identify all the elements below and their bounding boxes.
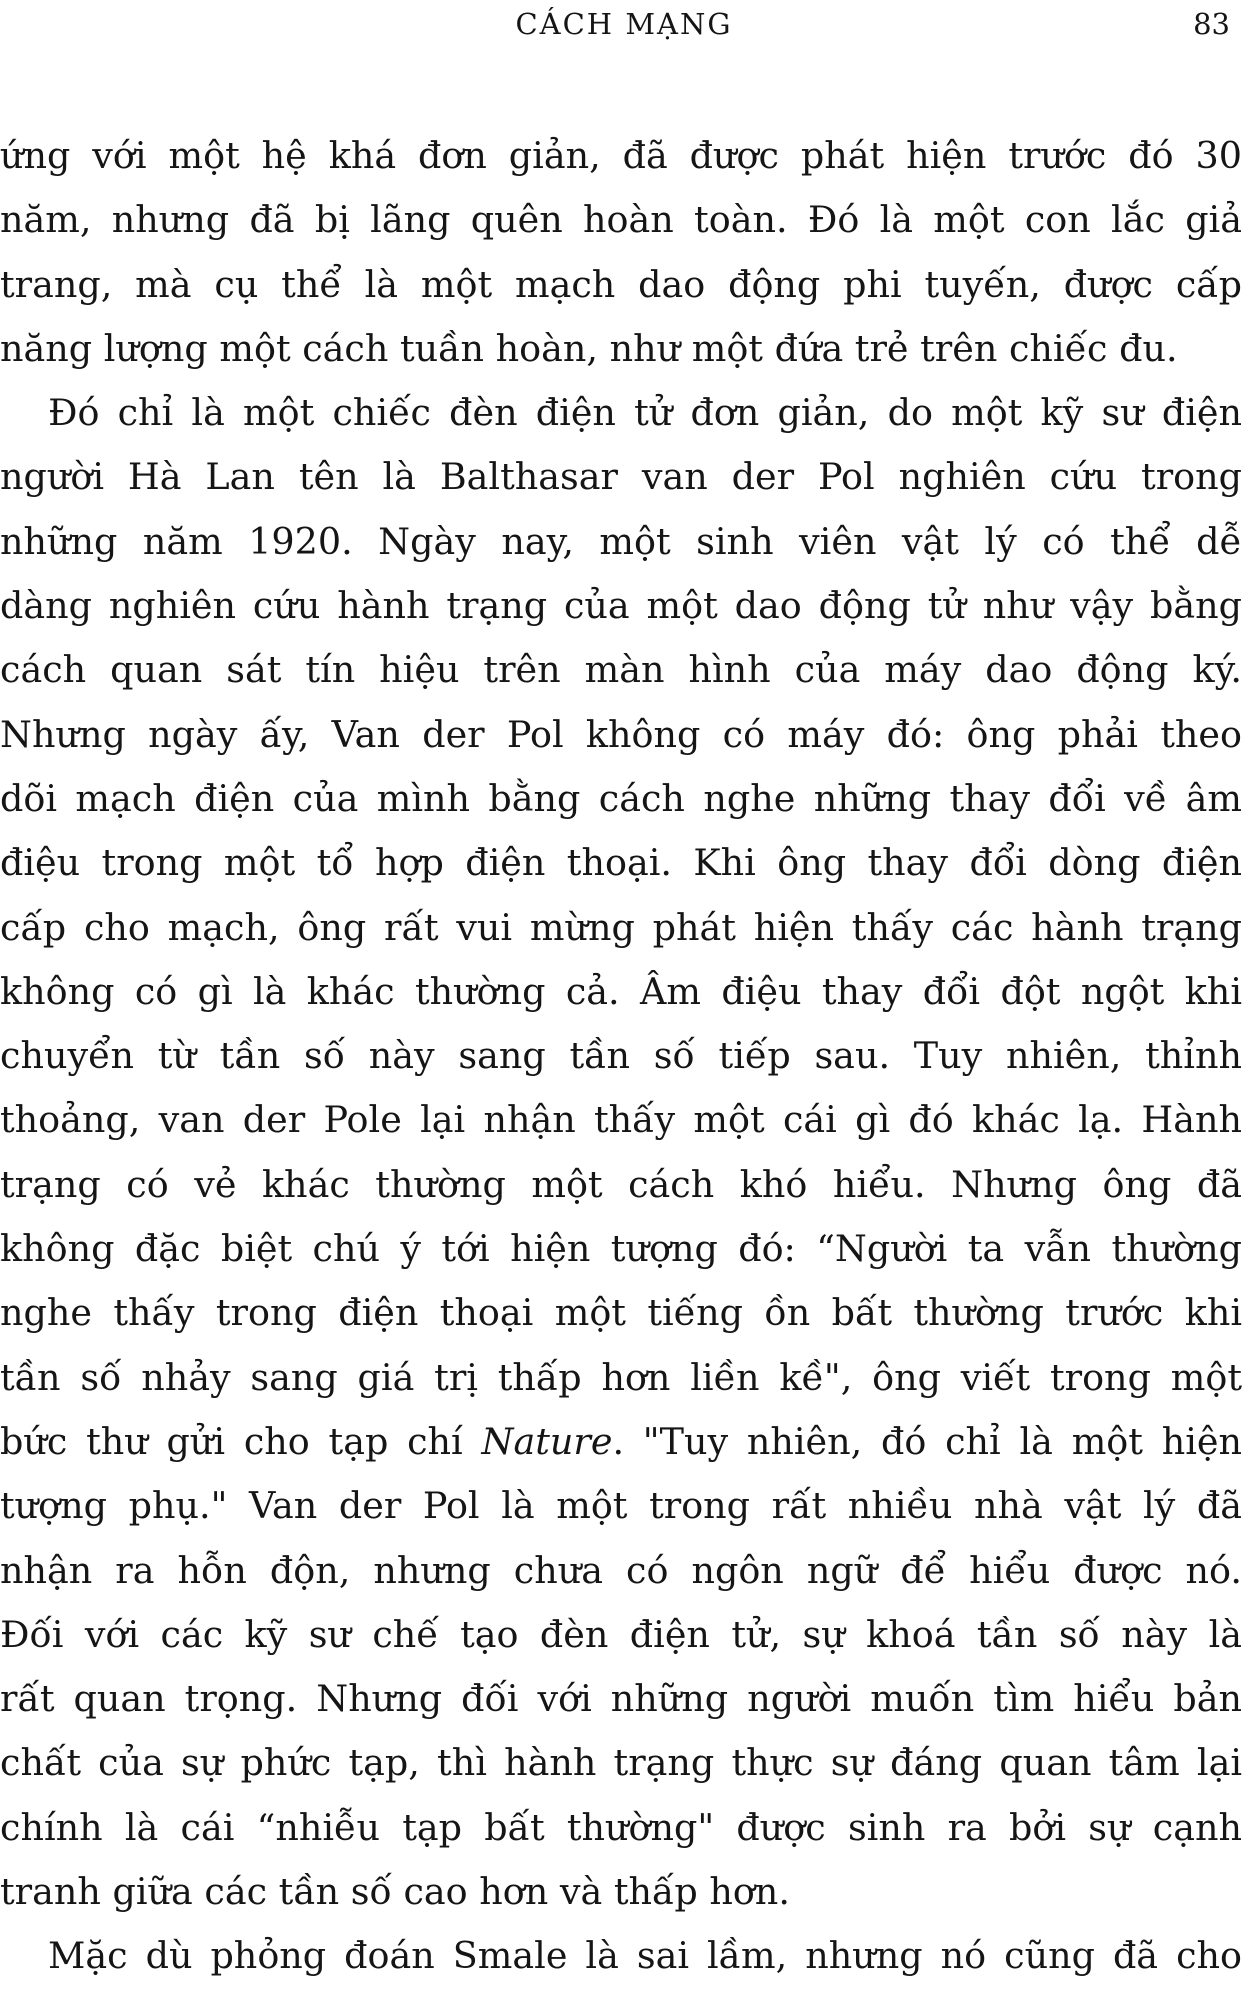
text-line: nhận ra hỗn độn, nhưng chưa có ngôn ngữ để hiểu được nó. — [0, 1548, 1242, 1592]
text-line: Mặc dù phỏng đoán Smale là sai lầm, nhưng nó cũng đã cho — [48, 1934, 1242, 1978]
running-header — [0, 4, 1248, 44]
text-line: nghe thấy trong điện thoại một tiếng ồn bất thường trước khi — [0, 1291, 1242, 1335]
text-line: người Hà Lan tên là Balthasar van der Pol nghiên cứu trong — [0, 455, 1242, 499]
text-line: ứng với một hệ khá đơn giản, đã được phát hiện trước đó 30 — [0, 134, 1242, 177]
text-line: chất của sự phức tạp, thì hành trạng thực sự đáng quan tâm lại — [0, 1741, 1242, 1785]
text-line: không đặc biệt chú ý tới hiện tượng đó: “Người ta vẫn thường — [0, 1227, 1242, 1271]
text-line: dõi mạch điện của mình bằng cách nghe những thay đổi về âm — [0, 776, 1242, 820]
text-line: rất quan trọng. Nhưng đối với những người muốn tìm hiểu bản — [0, 1677, 1242, 1721]
text-line: cách quan sát tín hiệu trên màn hình của máy dao động ký. — [0, 648, 1242, 692]
text-line: tượng phụ." Van der Pol là một trong rất nhiều nhà vật lý đã — [0, 1484, 1242, 1528]
text-line: những năm 1920. Ngày nay, một sinh viên vật lý có thể dễ — [0, 519, 1242, 563]
text-line: tần số nhảy sang giá trị thấp hơn liền kề", ông viết trong một — [0, 1355, 1242, 1399]
text-line: tranh giữa các tần số cao hơn và thấp hơn. — [0, 1870, 790, 1914]
text-line: cấp cho mạch, ông rất vui mừng phát hiện thấy các hành trạng — [0, 905, 1242, 949]
text-line: Đó chỉ là một chiếc đèn điện tử đơn giản, do một kỹ sư điện — [48, 391, 1242, 435]
text-line: năng lượng một cách tuần hoàn, như một đứa trẻ trên chiếc đu. — [0, 326, 1178, 370]
text-line: chính là cái “nhiễu tạp bất thường" được sinh ra bởi sự cạnh — [0, 1805, 1242, 1849]
chapter-title: CÁCH MẠNG — [515, 7, 733, 41]
text-line: dàng nghiên cứu hành trạng của một dao động tử như vậy bằng — [0, 584, 1242, 628]
text-line: trang, mà cụ thể là một mạch dao động phi tuyến, được cấp — [0, 262, 1242, 306]
text-line: chuyển từ tần số này sang tần số tiếp sau. Tuy nhiên, thỉnh — [0, 1034, 1242, 1078]
text-line: thoảng, van der Pole lại nhận thấy một cái gì đó khác lạ. Hành — [0, 1098, 1242, 1142]
text-line: Đối với các kỹ sư chế tạo đèn điện tử, sự khoá tần số này là — [0, 1612, 1242, 1656]
text-line: trạng có vẻ khác thường một cách khó hiểu. Nhưng ông đã — [0, 1162, 1242, 1206]
body-text — [0, 124, 1248, 1989]
text-line: bức thư gửi cho tạp chí Nature. "Tuy nhiên, đó chỉ là một hiện — [0, 1419, 1243, 1463]
page-number: 83 — [1193, 7, 1230, 41]
text-line: Nhưng ngày ấy, Van der Pol không có máy đó: ông phải theo — [0, 712, 1242, 756]
text-line: điệu trong một tổ hợp điện thoại. Khi ông thay đổi dòng điện — [0, 841, 1242, 885]
text-line: không có gì là khác thường cả. Âm điệu thay đổi đột ngột khi — [0, 969, 1242, 1013]
text-line: năm, nhưng đã bị lãng quên hoàn toàn. Đó là một con lắc giả — [0, 198, 1242, 242]
